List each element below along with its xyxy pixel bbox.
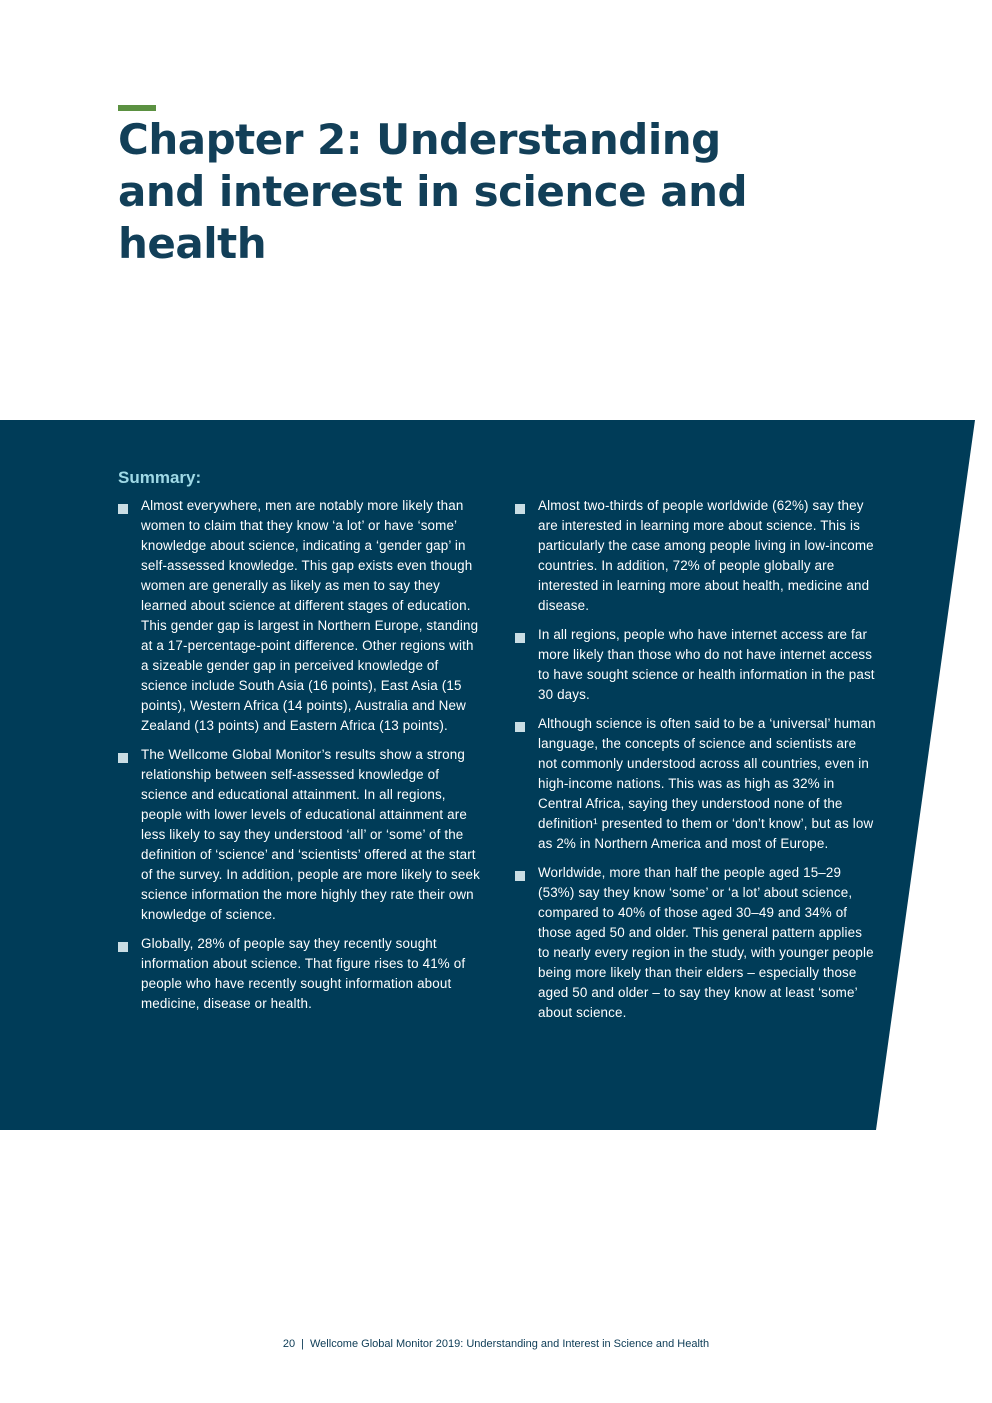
summary-bullet-text: Although science is often said to be a ‘universal’ human language, the concepts of science and scientists are not commonly understood across all countries, even in high-income nations. This was as high as 32% in Central Africa, saying they understood none of the definition¹ presented to them or ‘don’t know’, but as low as 2% in Northern America and most of Europe. bbox=[538, 716, 876, 851]
summary-bullet bbox=[118, 934, 480, 1014]
square-bullet-icon bbox=[118, 504, 128, 514]
summary-bullet bbox=[515, 496, 877, 616]
square-bullet-icon bbox=[515, 722, 525, 732]
summary-bullet-text: Almost everywhere, men are notably more likely than women to claim that they know ‘a lot’ or have ‘some’ knowledge about science, indicating a ‘gender gap’ in self-assessed knowledge. This gap exists even though women are generally as likely as men to say they learned about science at different stages of education. This gender gap is largest in Northern Europe, standing at a 17-percentage-point difference. Other regions with a sizeable gender gap in perceived knowledge of science include South Asia (16 points), East Asia (15 points), Western Africa (14 points), Australia and New Zealand (13 points) and Eastern Africa (13 points). bbox=[141, 498, 479, 733]
square-bullet-icon bbox=[515, 504, 525, 514]
summary-column-left bbox=[118, 496, 480, 1023]
summary-bullet-text: The Wellcome Global Monitor’s results show a strong relationship between self-assessed knowledge of science and educational attainment. In all regions, people with lower levels of educational attainment are less likely to say they understood ‘all’ or ‘some’ of the definition of ‘science’ and ‘scientists’ offered at the start of the survey. In addition, people are more likely to seek science information the more highly they rate their own knowledge of science. bbox=[141, 747, 480, 922]
summary-bullet-text: Worldwide, more than half the people aged 15–29 (53%) say they know ‘some’ or ‘a lot’ about science, compared to 40% of those aged 30–49 and 34% of those aged 50 and older. This general pattern applies to nearly every region in the study, with younger people being more likely than their elders – especially those aged 50 and older – to say they know at least ‘some’ about science. bbox=[538, 865, 874, 1020]
summary-heading: Summary: bbox=[118, 468, 202, 487]
summary-bullet bbox=[118, 496, 480, 736]
summary-bullet bbox=[118, 745, 480, 925]
page-number: 20 bbox=[282, 1338, 296, 1350]
summary-bullet-text: Almost two-thirds of people worldwide (62%) say they are interested in learning more about science. This is particularly the case among people living in low-income countries. In addition, 72% of people globally are interested in learning more about health, medicine and disease. bbox=[538, 498, 874, 613]
summary-column-right bbox=[515, 496, 877, 1032]
summary-bullet bbox=[515, 863, 877, 1023]
square-bullet-icon bbox=[118, 942, 128, 952]
square-bullet-icon bbox=[515, 633, 525, 643]
summary-bullet-text: In all regions, people who have internet access are far more likely than those who do not have internet access to have sought science or health information in the past 30 days. bbox=[538, 627, 875, 702]
footer-separator: | bbox=[301, 1338, 304, 1350]
page-footer bbox=[0, 1338, 992, 1350]
chapter-title: Chapter 2: Understanding and interest in science and health bbox=[118, 115, 748, 268]
summary-bullet bbox=[515, 714, 877, 854]
publication-title: Wellcome Global Monitor 2019: Understanding and Interest in Science and Health bbox=[310, 1338, 710, 1350]
square-bullet-icon bbox=[118, 753, 128, 763]
summary-bullet bbox=[515, 625, 877, 705]
summary-bullet-text: Globally, 28% of people say they recently sought information about science. That figure rises to 41% of people who have recently sought information about medicine, disease or health. bbox=[141, 936, 466, 1011]
square-bullet-icon bbox=[515, 871, 525, 881]
title-accent-bar bbox=[118, 105, 156, 111]
